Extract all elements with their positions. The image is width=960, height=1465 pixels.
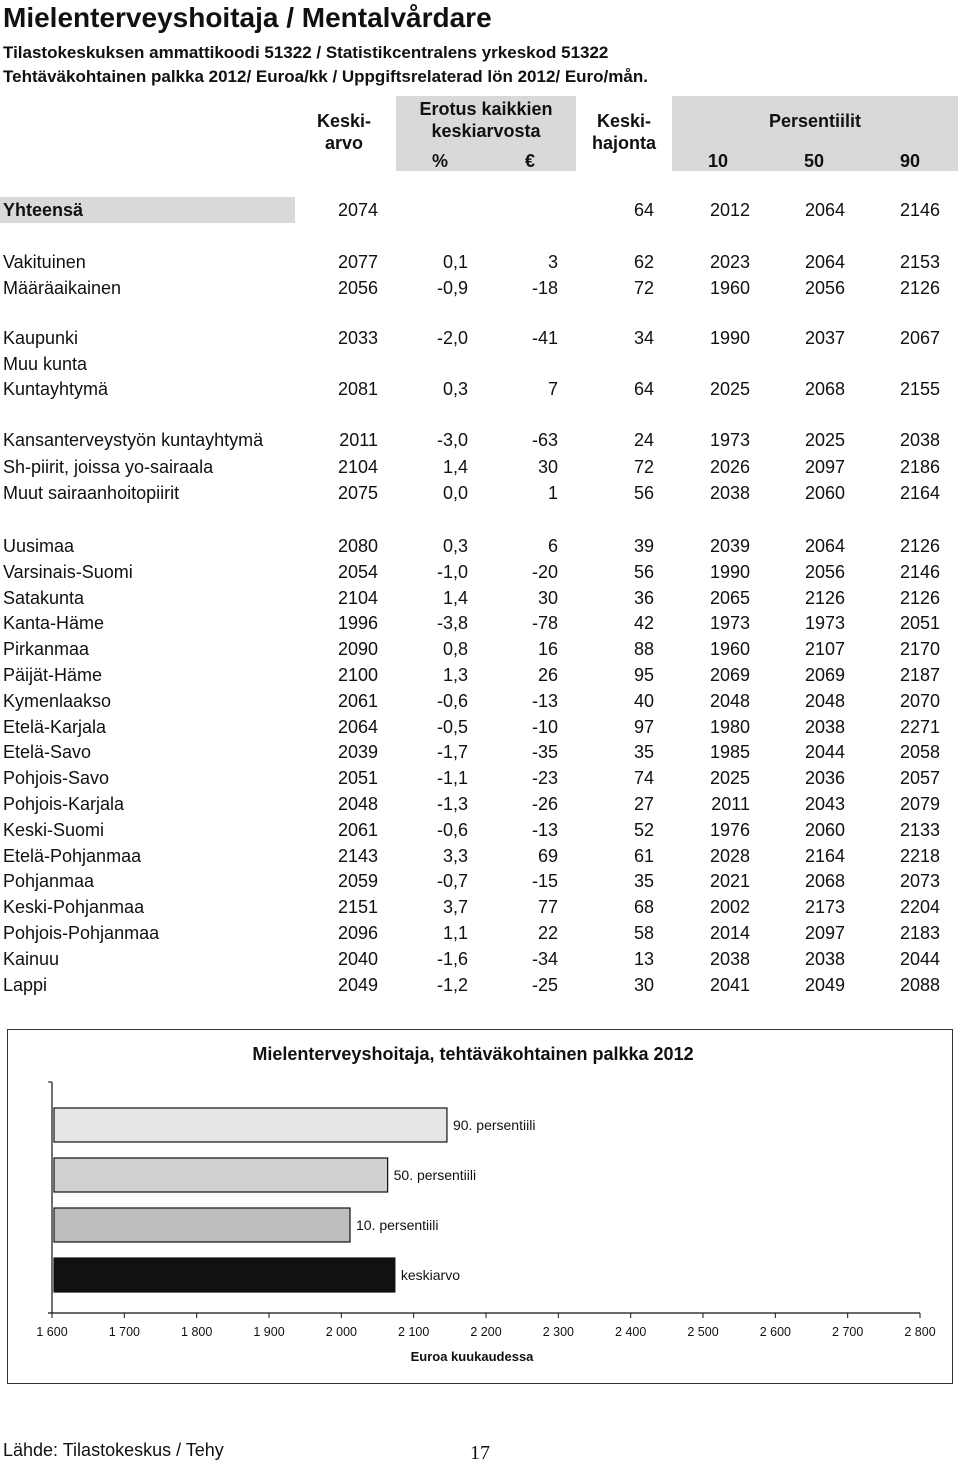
chart-x-tick-label: 1 800 xyxy=(181,1325,213,1339)
cell-p90: 2057 xyxy=(899,768,940,788)
chart-bar xyxy=(54,1158,388,1192)
table-row xyxy=(0,377,960,401)
cell-mean: 2054 xyxy=(337,562,378,582)
cell-p10: 2014 xyxy=(709,923,750,943)
cell-p50: 2037 xyxy=(804,328,845,348)
table-row xyxy=(0,689,960,713)
chart-x-tick-label: 2 200 xyxy=(470,1325,502,1339)
cell-pct: 3,7 xyxy=(442,897,468,917)
cell-pct: -0,7 xyxy=(436,871,468,891)
row-label: Pohjanmaa xyxy=(3,871,95,891)
table-row xyxy=(0,921,960,945)
cell-p90: 2170 xyxy=(899,639,940,659)
cell-p50: 2049 xyxy=(804,975,845,995)
cell-mean: 2011 xyxy=(339,430,378,450)
cell-pct: -0,5 xyxy=(436,717,468,737)
cell-pct: 1,3 xyxy=(442,665,468,685)
cell-p90: 2051 xyxy=(899,613,940,633)
cell-mean: 2090 xyxy=(337,639,378,659)
cell-eur: -13 xyxy=(531,691,558,711)
cell-mean: 2061 xyxy=(337,691,378,711)
cell-p10: 2012 xyxy=(709,200,750,220)
subtitle-occupation-code: Tilastokeskuksen ammattikoodi 51322 / Statistikcentralens yrkeskod 51322 xyxy=(3,43,609,62)
cell-sd: 39 xyxy=(633,536,654,556)
cell-p10: 2026 xyxy=(709,457,750,477)
cell-sd: 34 xyxy=(633,328,654,348)
subtitle-salary-description: Tehtäväkohtainen palkka 2012/ Euroa/kk / Uppgiftsrelaterad lön 2012/ Euro/mån. xyxy=(3,67,648,86)
header-percentiles: Persentiilit xyxy=(768,111,862,131)
row-label: Lappi xyxy=(3,975,48,995)
table-row xyxy=(0,792,960,816)
cell-p90: 2044 xyxy=(899,949,940,969)
cell-mean: 2104 xyxy=(337,457,378,477)
chart-x-tick-label: 2 800 xyxy=(904,1325,936,1339)
cell-p10: 2041 xyxy=(709,975,750,995)
cell-sd: 56 xyxy=(633,483,654,503)
row-label: Kymenlaakso xyxy=(3,691,112,711)
cell-p50: 2038 xyxy=(804,949,845,969)
row-label: Kaupunki xyxy=(3,328,79,348)
cell-p90: 2218 xyxy=(899,846,940,866)
cell-mean: 2080 xyxy=(337,536,378,556)
cell-eur: -13 xyxy=(531,820,558,840)
row-label: Yhteensä xyxy=(3,200,84,220)
cell-eur: -23 xyxy=(531,768,558,788)
cell-p90: 2067 xyxy=(899,328,940,348)
cell-p10: 2065 xyxy=(709,588,750,608)
header-difference: Erotus kaikkien keskiarvosta xyxy=(419,99,553,141)
cell-pct: 0,0 xyxy=(442,483,468,503)
table-row xyxy=(0,428,960,452)
cell-mean: 2077 xyxy=(337,252,378,272)
table-row xyxy=(0,250,960,274)
cell-sd: 64 xyxy=(633,379,654,399)
cell-eur: -41 xyxy=(531,328,558,348)
cell-mean: 2033 xyxy=(337,328,378,348)
cell-p90: 2133 xyxy=(899,820,940,840)
chart-x-tick-label: 1 900 xyxy=(253,1325,285,1339)
cell-p50: 2164 xyxy=(804,846,845,866)
cell-eur: -35 xyxy=(531,742,558,762)
row-label: Päijät-Häme xyxy=(3,665,103,685)
cell-eur: 30 xyxy=(537,588,558,608)
cell-eur: 26 xyxy=(537,665,558,685)
cell-sd: 62 xyxy=(633,252,654,272)
row-label: Pirkanmaa xyxy=(3,639,90,659)
table-row xyxy=(0,586,960,610)
cell-pct: -0,9 xyxy=(436,278,468,298)
chart-x-tick-label: 2 600 xyxy=(759,1325,791,1339)
chart-x-tick-label: 2 500 xyxy=(687,1325,719,1339)
cell-p10: 2025 xyxy=(709,768,750,788)
cell-mean: 2075 xyxy=(337,483,378,503)
cell-pct: 1,4 xyxy=(442,457,468,477)
row-label: Etelä-Karjala xyxy=(3,717,107,737)
row-label: Keski-Pohjanmaa xyxy=(3,897,145,917)
chart-x-axis-label: Euroa kuukaudessa xyxy=(410,1349,534,1364)
cell-sd: 58 xyxy=(633,923,654,943)
table-row xyxy=(0,895,960,919)
cell-p50: 2025 xyxy=(804,430,845,450)
chart-bar xyxy=(54,1208,350,1242)
cell-p50: 2064 xyxy=(804,200,845,220)
header-p90: 90 xyxy=(899,151,921,171)
cell-p90: 2186 xyxy=(899,457,940,477)
cell-mean: 2048 xyxy=(337,794,378,814)
cell-p90: 2146 xyxy=(899,200,940,220)
cell-p50: 2173 xyxy=(804,897,845,917)
chart-title: Mielenterveyshoitaja, tehtäväkohtainen palkka 2012 xyxy=(252,1044,694,1064)
cell-p10: 1960 xyxy=(709,639,750,659)
chart-bar xyxy=(54,1258,395,1292)
cell-eur: -26 xyxy=(531,794,558,814)
cell-pct: 0,3 xyxy=(442,379,468,399)
header-mean: Keski- arvo xyxy=(316,111,372,153)
header-std-dev: Keski- hajonta xyxy=(591,111,656,153)
cell-pct: -3,8 xyxy=(436,613,468,633)
chart-bar xyxy=(54,1108,447,1142)
page-number: 17 xyxy=(470,1442,490,1464)
cell-p50: 2107 xyxy=(804,639,845,659)
cell-p10: 1990 xyxy=(709,562,750,582)
source-note: Lähde: Tilastokeskus / Tehy xyxy=(3,1440,224,1460)
cell-p50: 2068 xyxy=(804,871,845,891)
cell-p90: 2183 xyxy=(899,923,940,943)
chart-x-tick-label: 1 700 xyxy=(108,1325,140,1339)
cell-eur: 69 xyxy=(537,846,558,866)
cell-sd: 88 xyxy=(633,639,654,659)
row-label: Sh-piirit, joissa yo-sairaala xyxy=(3,457,214,477)
cell-sd: 35 xyxy=(633,742,654,762)
cell-p50: 2126 xyxy=(804,588,845,608)
header-pct: % xyxy=(431,151,448,171)
cell-sd: 72 xyxy=(633,457,654,477)
cell-pct: -1,3 xyxy=(436,794,468,814)
cell-p10: 2048 xyxy=(709,691,750,711)
cell-eur: 7 xyxy=(547,379,558,399)
cell-p90: 2070 xyxy=(899,691,940,711)
table-row xyxy=(0,534,960,558)
cell-sd: 68 xyxy=(633,897,654,917)
cell-mean: 2151 xyxy=(337,897,378,917)
table-row xyxy=(0,326,960,350)
cell-pct: -1,1 xyxy=(436,768,468,788)
cell-p50: 2044 xyxy=(804,742,845,762)
header-eur: € xyxy=(524,151,535,171)
cell-mean: 2049 xyxy=(337,975,378,995)
cell-mean: 2064 xyxy=(337,717,378,737)
cell-p10: 2038 xyxy=(709,949,750,969)
cell-p50: 2064 xyxy=(804,536,845,556)
cell-eur: -18 xyxy=(531,278,558,298)
chart-bar-label: 90. persentiili xyxy=(452,1117,536,1133)
cell-sd: 24 xyxy=(633,430,654,450)
cell-p90: 2079 xyxy=(899,794,940,814)
cell-p90: 2271 xyxy=(899,717,940,737)
cell-pct: 0,1 xyxy=(442,252,468,272)
cell-p10: 1990 xyxy=(709,328,750,348)
cell-p10: 1976 xyxy=(709,820,750,840)
cell-p10: 2002 xyxy=(709,897,750,917)
cell-p90: 2126 xyxy=(899,536,940,556)
cell-mean: 2096 xyxy=(337,923,378,943)
cell-mean: 2051 xyxy=(337,768,378,788)
row-label: Etelä-Savo xyxy=(3,742,92,762)
row-label: Satakunta xyxy=(3,588,85,608)
table-row xyxy=(0,611,960,635)
cell-eur: 22 xyxy=(537,923,558,943)
cell-sd: 42 xyxy=(633,613,654,633)
cell-p50: 2068 xyxy=(804,379,845,399)
cell-p10: 2069 xyxy=(709,665,750,685)
header-p50: 50 xyxy=(803,151,825,171)
table-row xyxy=(0,844,960,868)
cell-p90: 2155 xyxy=(899,379,940,399)
cell-eur: -34 xyxy=(531,949,558,969)
cell-pct: 1,4 xyxy=(442,588,468,608)
cell-p90: 2038 xyxy=(899,430,940,450)
cell-sd: 13 xyxy=(633,949,654,969)
cell-eur: -63 xyxy=(531,430,558,450)
cell-eur: -78 xyxy=(531,613,558,633)
cell-p10: 1960 xyxy=(709,278,750,298)
cell-p50: 2038 xyxy=(804,717,845,737)
cell-p90: 2204 xyxy=(899,897,940,917)
cell-sd: 27 xyxy=(633,794,654,814)
table-row xyxy=(0,766,960,790)
cell-p10: 2039 xyxy=(709,536,750,556)
table-row xyxy=(0,352,960,376)
chart-x-tick-label: 2 700 xyxy=(832,1325,864,1339)
table-total-row xyxy=(0,198,960,222)
cell-mean: 2061 xyxy=(337,820,378,840)
cell-p10: 2011 xyxy=(711,794,750,814)
table-row xyxy=(0,818,960,842)
row-label: Pohjois-Pohjanmaa xyxy=(3,923,160,943)
cell-sd: 52 xyxy=(633,820,654,840)
cell-p90: 2088 xyxy=(899,975,940,995)
cell-mean: 2040 xyxy=(337,949,378,969)
table-row xyxy=(0,276,960,300)
chart-bar-label: 50. persentiili xyxy=(393,1167,477,1183)
cell-p50: 2097 xyxy=(804,457,845,477)
table-row xyxy=(0,947,960,971)
cell-eur: -15 xyxy=(531,871,558,891)
row-label: Uusimaa xyxy=(3,536,75,556)
chart-bar-label: 10. persentiili xyxy=(356,1217,439,1233)
table-row xyxy=(0,869,960,893)
cell-p90: 2187 xyxy=(899,665,940,685)
cell-mean: 2059 xyxy=(337,871,378,891)
cell-p10: 1973 xyxy=(709,430,750,450)
table-row xyxy=(0,481,960,505)
cell-p50: 1973 xyxy=(804,613,845,633)
cell-p10: 2023 xyxy=(709,252,750,272)
row-label: Etelä-Pohjanmaa xyxy=(3,846,142,866)
cell-mean: 2104 xyxy=(337,588,378,608)
chart-bar-label: keskiarvo xyxy=(400,1267,461,1283)
chart-x-tick-label: 2 400 xyxy=(615,1325,647,1339)
row-label: Muu kunta xyxy=(3,354,88,374)
cell-p10: 2028 xyxy=(709,846,750,866)
row-label: Pohjois-Savo xyxy=(3,768,110,788)
cell-mean: 2143 xyxy=(337,846,378,866)
cell-eur: -20 xyxy=(531,562,558,582)
cell-pct: -2,0 xyxy=(436,328,468,348)
cell-pct: -3,0 xyxy=(436,430,468,450)
cell-mean: 2039 xyxy=(337,742,378,762)
row-label: Varsinais-Suomi xyxy=(3,562,133,582)
cell-p90: 2073 xyxy=(899,871,940,891)
cell-sd: 61 xyxy=(633,846,654,866)
cell-p50: 2064 xyxy=(804,252,845,272)
salary-bar-chart xyxy=(0,1070,960,1370)
row-label: Keski-Suomi xyxy=(3,820,105,840)
row-label: Kainuu xyxy=(3,949,60,969)
row-label: Määräaikainen xyxy=(3,278,122,298)
cell-eur: 30 xyxy=(537,457,558,477)
row-label: Kuntayhtymä xyxy=(3,379,109,399)
table-row xyxy=(0,740,960,764)
row-label: Vakituinen xyxy=(3,252,86,272)
cell-eur: 3 xyxy=(547,252,558,272)
header-p10: 10 xyxy=(707,151,729,171)
cell-pct: 0,3 xyxy=(442,536,468,556)
cell-pct: -1,6 xyxy=(436,949,468,969)
cell-sd: 36 xyxy=(633,588,654,608)
table-row xyxy=(0,663,960,687)
row-label: Kanta-Häme xyxy=(3,613,105,633)
chart-x-tick-label: 1 600 xyxy=(36,1325,68,1339)
page-title: Mielenterveyshoitaja / Mentalvårdare xyxy=(3,2,492,33)
cell-p90: 2153 xyxy=(899,252,940,272)
cell-pct: -1,0 xyxy=(436,562,468,582)
cell-eur: -25 xyxy=(531,975,558,995)
cell-p50: 2036 xyxy=(804,768,845,788)
cell-p90: 2164 xyxy=(899,483,940,503)
cell-mean: 2081 xyxy=(337,379,378,399)
cell-p50: 2056 xyxy=(804,278,845,298)
table-row xyxy=(0,637,960,661)
cell-p50: 2048 xyxy=(804,691,845,711)
cell-eur: 1 xyxy=(547,483,558,503)
cell-sd: 30 xyxy=(633,975,654,995)
cell-p50: 2043 xyxy=(804,794,845,814)
cell-p50: 2056 xyxy=(804,562,845,582)
cell-p10: 1973 xyxy=(709,613,750,633)
cell-pct: 1,1 xyxy=(442,923,468,943)
cell-eur: 77 xyxy=(537,897,558,917)
cell-sd: 56 xyxy=(633,562,654,582)
cell-p10: 1980 xyxy=(709,717,750,737)
cell-mean: 2074 xyxy=(337,200,378,220)
cell-p50: 2069 xyxy=(804,665,845,685)
cell-p90: 2058 xyxy=(899,742,940,762)
cell-p50: 2060 xyxy=(804,483,845,503)
cell-sd: 40 xyxy=(633,691,654,711)
cell-eur: 16 xyxy=(537,639,558,659)
cell-pct: -0,6 xyxy=(436,820,468,840)
cell-p10: 1985 xyxy=(709,742,750,762)
table-row xyxy=(0,715,960,739)
cell-p50: 2060 xyxy=(804,820,845,840)
cell-pct: -0,6 xyxy=(436,691,468,711)
cell-eur: 6 xyxy=(547,536,558,556)
cell-pct: -1,7 xyxy=(436,742,468,762)
cell-p90: 2126 xyxy=(899,588,940,608)
table-row xyxy=(0,560,960,584)
row-label: Kansanterveystyön kuntayhtymä xyxy=(3,430,264,450)
table-row xyxy=(0,455,960,479)
cell-pct: -1,2 xyxy=(436,975,468,995)
cell-p10: 2025 xyxy=(709,379,750,399)
cell-p10: 2021 xyxy=(709,871,750,891)
cell-mean: 2100 xyxy=(337,665,378,685)
cell-pct: 0,8 xyxy=(442,639,468,659)
cell-eur: -10 xyxy=(531,717,558,737)
row-label: Pohjois-Karjala xyxy=(3,794,125,814)
cell-pct: 3,3 xyxy=(442,846,468,866)
cell-p50: 2097 xyxy=(804,923,845,943)
cell-p90: 2146 xyxy=(899,562,940,582)
chart-x-tick-label: 2 300 xyxy=(542,1325,574,1339)
cell-p90: 2126 xyxy=(899,278,940,298)
cell-sd: 74 xyxy=(633,768,654,788)
row-label: Muut sairaanhoitopiirit xyxy=(3,483,180,503)
cell-sd: 35 xyxy=(633,871,654,891)
cell-sd: 97 xyxy=(633,717,654,737)
cell-sd: 64 xyxy=(633,200,654,220)
cell-sd: 72 xyxy=(633,278,654,298)
table-row xyxy=(0,973,960,997)
cell-sd: 95 xyxy=(633,665,654,685)
cell-p10: 2038 xyxy=(709,483,750,503)
cell-mean: 1996 xyxy=(337,613,378,633)
cell-mean: 2056 xyxy=(337,278,378,298)
chart-x-tick-label: 2 100 xyxy=(398,1325,430,1339)
chart-x-tick-label: 2 000 xyxy=(325,1325,357,1339)
